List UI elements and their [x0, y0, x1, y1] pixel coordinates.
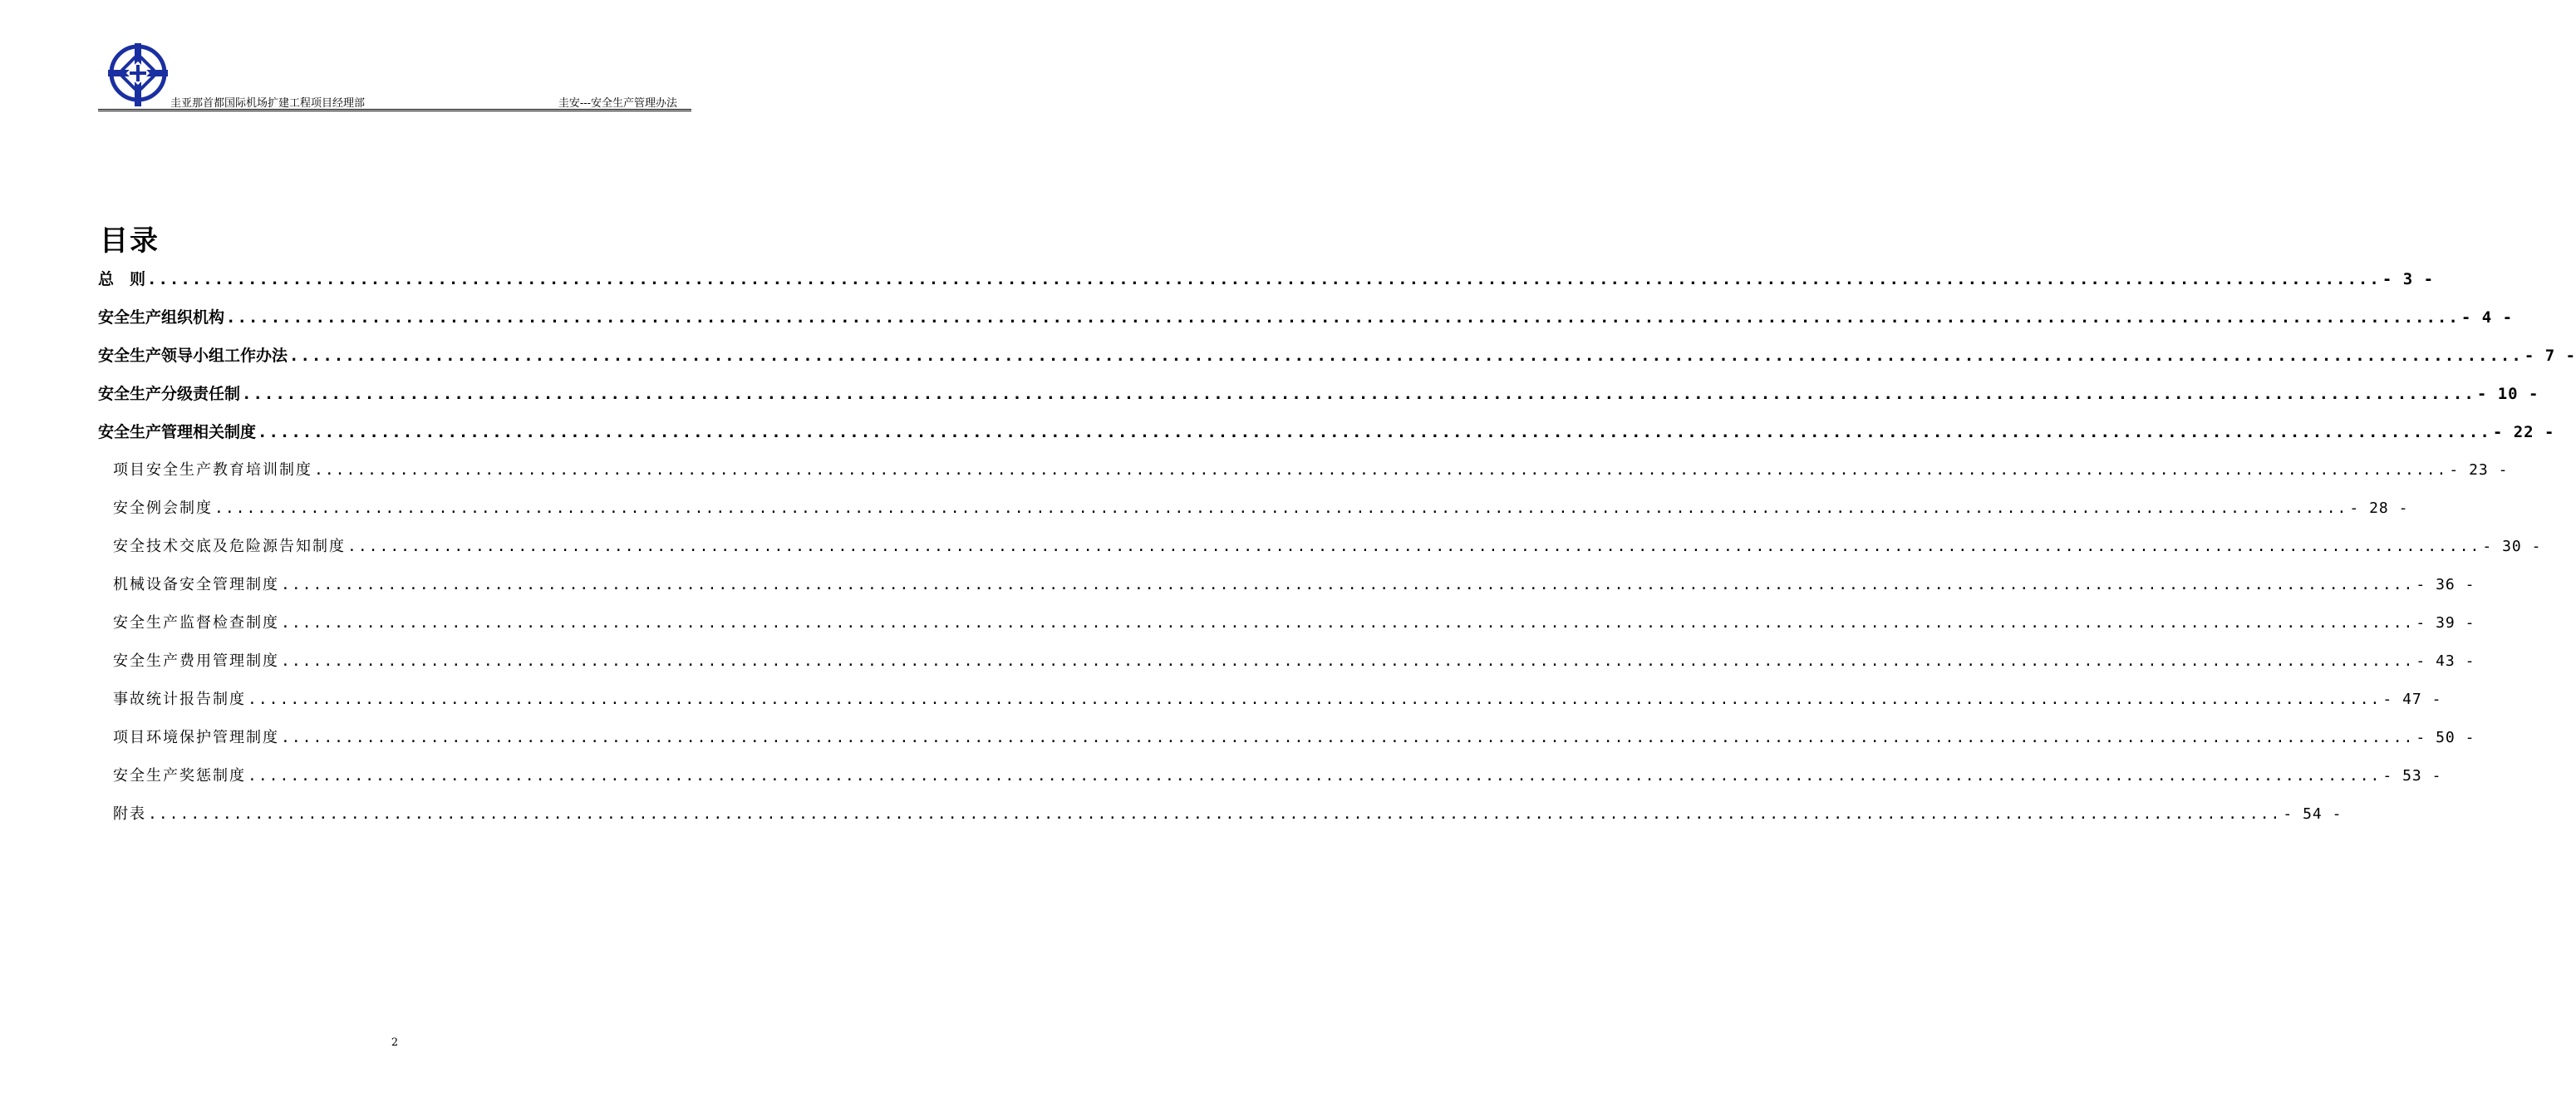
toc-entry-page: - 30 - — [2482, 538, 2542, 555]
toc-entry-label: 安全生产管理相关制度 — [98, 423, 257, 441]
header-divider — [98, 109, 691, 111]
toc-entry-page: - 10 - — [2476, 385, 2539, 403]
toc-entry[interactable] — [98, 419, 2555, 457]
page-number: 2 — [391, 1036, 399, 1049]
toc-entry-label: 附表 — [113, 805, 146, 823]
toc-entry-label: 安全生产分级责任制 — [98, 385, 241, 403]
toc-entry[interactable] — [98, 725, 2475, 763]
toc-leader-dots: ........................................................................................................................................................................................................ — [281, 576, 2415, 593]
toc-entry-page: - 4 - — [2460, 308, 2514, 327]
company-logo-icon — [108, 43, 168, 108]
toc-entry-label: 安全生产组织机构 — [98, 308, 225, 327]
toc-entry-label: 项目安全生产教育培训制度 — [113, 461, 312, 479]
toc-entry[interactable] — [98, 686, 2442, 725]
toc-entry[interactable] — [98, 572, 2475, 610]
toc-entry-label: 安全例会制度 — [113, 499, 213, 517]
toc-entry[interactable] — [98, 648, 2475, 686]
toc-title: 目录 — [100, 224, 160, 258]
toc-entry-page: - 43 - — [2416, 652, 2475, 670]
toc-entry-page: - 7 - — [2524, 347, 2576, 365]
toc-entry[interactable] — [98, 457, 2509, 495]
toc-entry-page: - 54 - — [2283, 805, 2342, 823]
toc-entry[interactable] — [98, 495, 2409, 534]
toc-leader-dots: ........................................................................................................................................................................................................ — [289, 347, 2523, 365]
toc-entry[interactable] — [98, 610, 2475, 648]
toc-leader-dots: ........................................................................................................................................................................................................ — [147, 270, 2381, 288]
toc-entry-page: - 53 - — [2382, 767, 2442, 785]
toc-entry[interactable] — [98, 801, 2342, 839]
toc-leader-dots: ........................................................................................................................................................................................................ — [214, 499, 2348, 517]
toc-entry-page: - 23 - — [2449, 461, 2509, 479]
toc-leader-dots: ........................................................................................................................................................................................................ — [281, 614, 2415, 632]
toc-entry-page: - 50 - — [2416, 729, 2475, 746]
toc-entry-page: - 47 - — [2382, 691, 2442, 708]
toc-entry-label: 安全生产监督检查制度 — [113, 614, 279, 632]
toc-entry-label: 事故统计报告制度 — [113, 691, 246, 708]
toc-leader-dots: ........................................................................................................................................................................................................ — [281, 652, 2415, 670]
toc-leader-dots: ........................................................................................................................................................................................................ — [248, 767, 2382, 785]
toc-leader-dots: ........................................................................................................................................................................................................ — [258, 423, 2491, 441]
toc-entry[interactable] — [98, 266, 2435, 304]
toc-entry[interactable] — [98, 381, 2539, 419]
toc-leader-dots: ........................................................................................................................................................................................................ — [148, 805, 2282, 823]
toc-entry-page: - 36 - — [2416, 576, 2475, 593]
toc-entry-page: - 22 - — [2492, 423, 2555, 441]
toc-leader-dots: ........................................................................................................................................................................................................ — [347, 538, 2481, 555]
toc-entry[interactable] — [98, 763, 2442, 801]
toc-entry-page: - 28 - — [2349, 499, 2409, 517]
toc-entry-page: - 39 - — [2416, 614, 2475, 632]
toc-leader-dots: ........................................................................................................................................................................................................ — [281, 729, 2415, 746]
toc-entry-label: 安全生产费用管理制度 — [113, 652, 279, 670]
toc-entry-label: 总 则 — [98, 270, 146, 288]
toc-entry[interactable] — [98, 342, 2576, 381]
toc-entry-label: 安全生产奖惩制度 — [113, 767, 246, 785]
toc-entry-page: - 3 - — [2382, 270, 2435, 288]
toc-leader-dots: ........................................................................................................................................................................................................ — [226, 308, 2460, 327]
toc-entry[interactable] — [98, 304, 2514, 342]
toc-entry-label: 机械设备安全管理制度 — [113, 576, 279, 593]
header-left-text: 圭亚那首都国际机场扩建工程项目经理部 — [170, 97, 366, 110]
toc-leader-dots: ........................................................................................................................................................................................................ — [248, 691, 2382, 708]
toc-leader-dots: ........................................................................................................................................................................................................ — [242, 385, 2475, 403]
header-right-text: 圭安---安全生产管理办法 — [558, 97, 677, 110]
toc-entry[interactable] — [98, 534, 2542, 572]
table-of-contents — [98, 266, 2576, 839]
toc-entry-label: 安全生产领导小组工作办法 — [98, 347, 288, 365]
toc-leader-dots: ........................................................................................................................................................................................................ — [314, 461, 2448, 479]
toc-entry-label: 项目环境保护管理制度 — [113, 729, 279, 746]
toc-entry-label: 安全技术交底及危险源告知制度 — [113, 538, 346, 555]
